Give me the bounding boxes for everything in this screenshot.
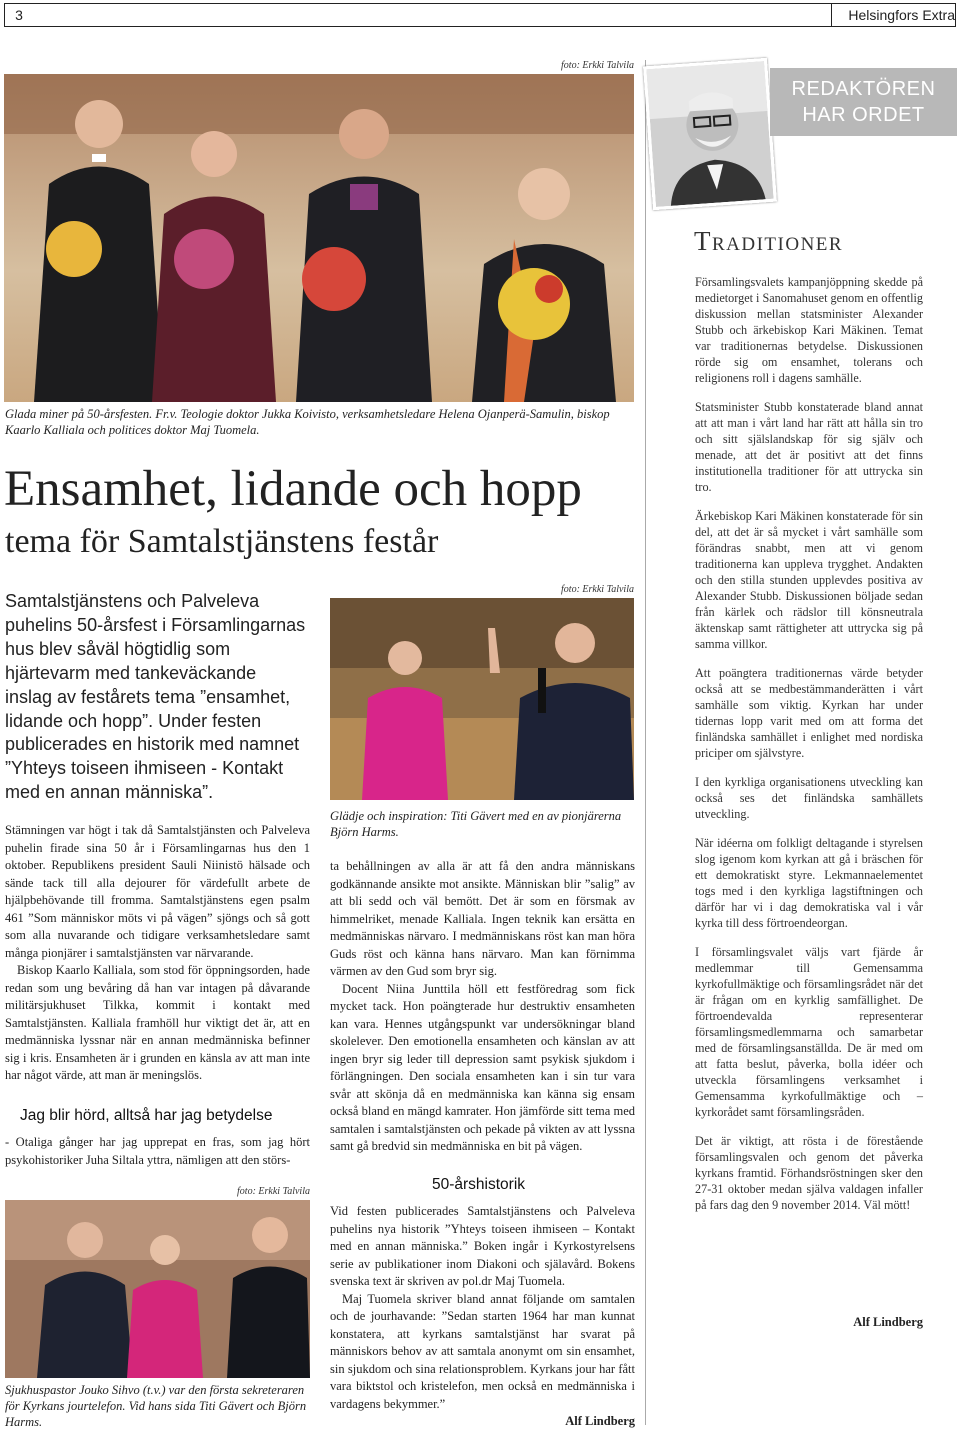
photo-credit-mid: foto: Erkki Talvila bbox=[561, 584, 634, 595]
subhead-heard: Jag blir hörd, alltså har jag betydelse bbox=[20, 1107, 273, 1124]
editorial-byline: Alf Lindberg bbox=[853, 1315, 923, 1329]
group-photo bbox=[4, 74, 634, 402]
body-paragraph: Biskop Kaarlo Kalliala, som stod för öppningsorden, hade redan som ung bevåring då han var intagen på dåvarande militärsjukhuset Tilkka, kommit i kontakt med Samtalstjänsten. Kalliala framhöll hur viktigt det är, att en medmänniska lyssnar när en annan medmänniska befinner sig i kris. Ensamheten är i grunden en känsla av att man inte har något värde, att man är meningslös. bbox=[5, 963, 310, 1082]
subheadline: tema för Samtalstjänstens festår bbox=[5, 523, 439, 560]
photo-caption-mid: Glädje och inspiration: Titi Gävert med en av pionjärerna Björn Harms. bbox=[330, 809, 622, 839]
publication-name: Helsingfors Extra bbox=[848, 7, 955, 23]
article-column-1-cont: - Otaliga gånger har jag upprepat en fras, som jag hört psykohistoriker Juha Siltala yttra, nämligen att den störs- bbox=[5, 1135, 310, 1167]
editorial-paragraph: Ärkebiskop Kari Mäkinen konstaterade för sin del, att det är så mycket i vårt samhälle som förändras snabbt, men att vi genom traditionerna kan uppleva trygghet. Andakten och den stilla stunden upplevdes positiva av Alexander Stubb. Diskussionen böljade sedan från kärlek och rädslor till könsneutrala äktenskap samt rättigheter att uttrycka sig på samma villkor. bbox=[695, 509, 923, 651]
page-number: 3 bbox=[15, 7, 23, 23]
body-paragraph: Maj Tuomela skriver bland annat följande om samtalen och de jourhavande: ”Sedan starten 1964 har man kunnat konstatera, att kyrkans samtalstjänst har svarat på människors behov av att samtala anonymt om sin ensamhet, sin sjukdom och sina relationsproblem. Kyrkans jour har fått vara biktstol och kristelefon, men också en medmänniska i vardagens bekymmer.” bbox=[330, 1291, 635, 1411]
inspiration-photo bbox=[330, 598, 634, 800]
lead-paragraph: Samtalstjänstens och Palveleva puhelins 50-årsfest i Församlingarnas hus blev såväl högtidlig som hjärtevarm med tankeväckande inslag av festårets tema ”ensamhet, lidande och hopp”. Under festen publicerades en historik med namnet ”Yhteys toiseen ihmiseen - Kontakt med en annan människa”. bbox=[5, 591, 306, 803]
body-paragraph: Docent Niina Junttila höll ett festföredrag som fick mycket tack. Hon poängterade hur destruktiv ensamheten kan vara. Hennes utgångspunkt var undersökningar bland skolelever. Den emotionella ensamheten och känslan av att ingen bryr sig leder till depression samt psykisk sjukdom i förlängningen. Den sociala ensamheten kan i sin tur vara svår att skönja då en medmänniska kan känna sig ensam också bland en mängd kamrater. Hon jämförde sitt tema med samtalen i samtalstjänsten och pekade på vikten av att lyssna samt gå bredvid sin medmänniska en bit på vägen. bbox=[330, 981, 635, 1153]
editorial-paragraph: Att poängtera traditionernas värde betyder också att se medbestämmanderätten i vårt samhälle som viktig. Kyrkan har under tidernas lopp varit med om att forma det finländska samhället i enlighet med nordiska priciper om självstyre. bbox=[695, 666, 923, 760]
photo-caption-bottom: Sjukhuspastor Jouko Sihvo (t.v.) var den första sekreteraren för Kyrkans jourtelefon. Vid hans sida Titi Gävert och Björn Harms. bbox=[5, 1383, 307, 1429]
column-divider bbox=[645, 60, 646, 1425]
editorial-paragraph: I församlingsvalet väljs vart fjärde år medlemmar till Gemensamma kyrkofullmäktige och församlingsrådet när det är frågan om en kyrklig samfällighet. De förtroendevalda representerar församlingsmedlemmarna och samarbetar med de församlingsanställda. De är med om att fatta beslut, påverka, bolla idéer och utveckla församlingens verksamhet i Gemensamma kyrkofullmäktige och –kyrkorådet samt församlingsråden. bbox=[695, 945, 923, 1119]
editorial-paragraph: När idéerna om folkligt deltagande i styrelsen slog igenom kom kyrkan att gå i bräschen för ett demokratiskt styre. Lekmannaelementet togs med i den kyrkliga lagstiftningen och därför har vi i dag demokratiska val i vår kyrka till dess förtroendeorgan. bbox=[695, 836, 923, 930]
article-column-2 bbox=[330, 858, 635, 1156]
pastor-photo bbox=[5, 1200, 310, 1378]
photo-credit-top: foto: Erkki Talvila bbox=[561, 60, 634, 71]
article-column-2-history bbox=[330, 1203, 635, 1413]
badge-line-1: REDAKTÖREN bbox=[791, 78, 936, 100]
subhead-history: 50-årshistorik bbox=[432, 1176, 526, 1193]
editor-portrait bbox=[643, 58, 777, 210]
editorial-title: Traditioner bbox=[694, 226, 844, 256]
editorial-paragraph: Statsminister Stubb konstaterade bland annat att att man i vårt land har rätt att hålla sin tro och sitt själslandskap för sig själv och menade, att det är positivt att det finns institutionella traditioner för att uttrycka sin tro. bbox=[695, 400, 923, 494]
page-header bbox=[4, 3, 956, 27]
photo-credit-bottom: foto: Erkki Talvila bbox=[237, 1186, 310, 1197]
article-byline: Alf Lindberg bbox=[565, 1414, 635, 1428]
body-paragraph: ta behållningen av alla är att få den andra människans godkännande ansikte mot ansikte. Människan blir ”salig” av att bli sedd och väl bemött. Det är som en försmak av himmelriket, menade Kalliala. Ingen teknik kan ersätta en medmänniskas närvaro. I medmänniskans röst kan man höra Guds röst och känna hans närvaro. Man kan förnimma värmen av den Gud som bryr sig. bbox=[330, 859, 635, 978]
article-column-1 bbox=[5, 822, 310, 1085]
editorial-text bbox=[695, 274, 923, 1226]
body-paragraph: Vid festen publicerades Samtalstjänstens och Palveleva puhelins nya historik ”Yhteys toiseen ihmiseen – Kontakt med en annan människa.” Boken ingår i Kyrkostyrelsens serie av publikationer inom Diakoni och själavård. Bokens svenska text är skriven av pol.dr Maj Tuomela. bbox=[330, 1204, 635, 1288]
editorial-paragraph: I den kyrkliga organisationens utveckling kan också ses det finländska samhällets utveckling. bbox=[695, 775, 923, 821]
editorial-paragraph: Det är viktigt, att rösta i de förestående församlingsvalen och genom det påverka kyrkans framtid. Förhandsröstningen sker den 27-31 oktober medan själva valdagen infaller på fars dag den 9 november 2014. Väl mött! bbox=[695, 1134, 923, 1212]
editorial-badge bbox=[770, 68, 957, 136]
body-paragraph: Stämningen var högt i tak då Samtalstjänsten och Palveleva puhelin firade sina 50 år i Församlingarnas hus den 1 oktober. Republikens president Sauli Niinistö hälsade och sände tack till alla dejourer för värdefullt arbete de hjälpbehövande till fromma. Samtalstjänstens egen psalm 461 ”Som människor möts vi på vägen” sjöngs och så gott som alla nuvarande och tidigare verksamhetsledare samt många pionjärer i samtalstjänsten var närvarande. bbox=[5, 823, 310, 960]
badge-line-2: HAR ORDET bbox=[802, 104, 925, 126]
photo-caption-top: Glada miner på 50-årsfesten. Fr.v. Teologie doktor Jukka Koivisto, verksamhetsledare Helena Ojanperä-Samulin, biskop Kaarlo Kalliala och politices doktor Maj Tuomela. bbox=[5, 407, 610, 437]
headline: Ensamhet, lidande och hopp bbox=[4, 461, 582, 517]
editorial-paragraph: Församlingsvalets kampanjöppning skedde på medietorget i Sanomahuset genom en offentlig diskussion mellan statsminister Alexander Stubb och ärkebiskop Kari Mäkinen. Temat var traditionernas betydelse. Diskussionen rörde sig om ensamhet, tolerans och religionens roll i dagens samhälle. bbox=[695, 275, 924, 385]
